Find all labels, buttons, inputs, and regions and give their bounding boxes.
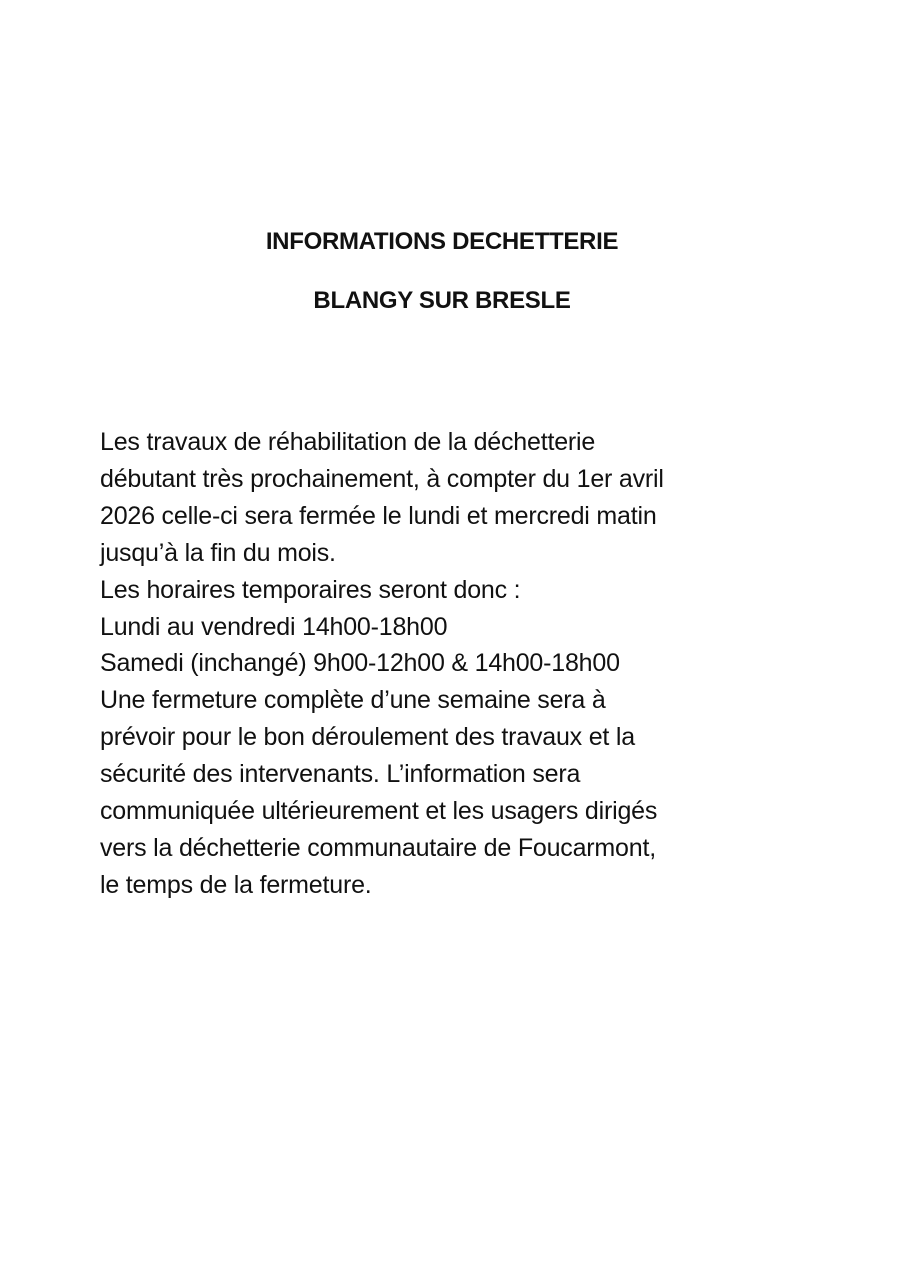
notice-line: vers la déchetterie communautaire de Foucarmont, — [100, 833, 656, 862]
notice-line: communiquée ultérieurement et les usagers dirigés — [100, 797, 658, 826]
notice-line: sécurité des intervenants. L’information sera — [100, 760, 581, 789]
schedule-intro-line: Les horaires temporaires seront donc : — [100, 575, 521, 604]
document-title: INFORMATIONS DECHETTERIE — [265, 228, 619, 255]
notice-line: Les travaux de réhabilitation de la déchetterie — [100, 428, 596, 456]
document-subtitle-location: BLANGY SUR BRESLE — [313, 287, 571, 314]
notice-line: prévoir pour le bon déroulement des travaux et la — [100, 723, 635, 752]
notice-line: 2026 celle-ci sera fermée le lundi et mercredi matin — [100, 501, 657, 530]
notice-line: Une fermeture complète d’une semaine sera à — [100, 686, 606, 715]
weekday-hours-line: Lundi au vendredi 14h00-18h00 — [100, 612, 448, 641]
saturday-hours-line: Samedi (inchangé) 9h00-12h00 & 14h00-18h00 — [100, 649, 620, 678]
notice-line: le temps de la fermeture. — [100, 870, 372, 899]
notice-body — [100, 424, 800, 904]
notice-line: jusqu’à la fin du mois. — [100, 538, 336, 567]
notice-line: débutant très prochainement, à compter du 1er avril — [100, 464, 664, 493]
